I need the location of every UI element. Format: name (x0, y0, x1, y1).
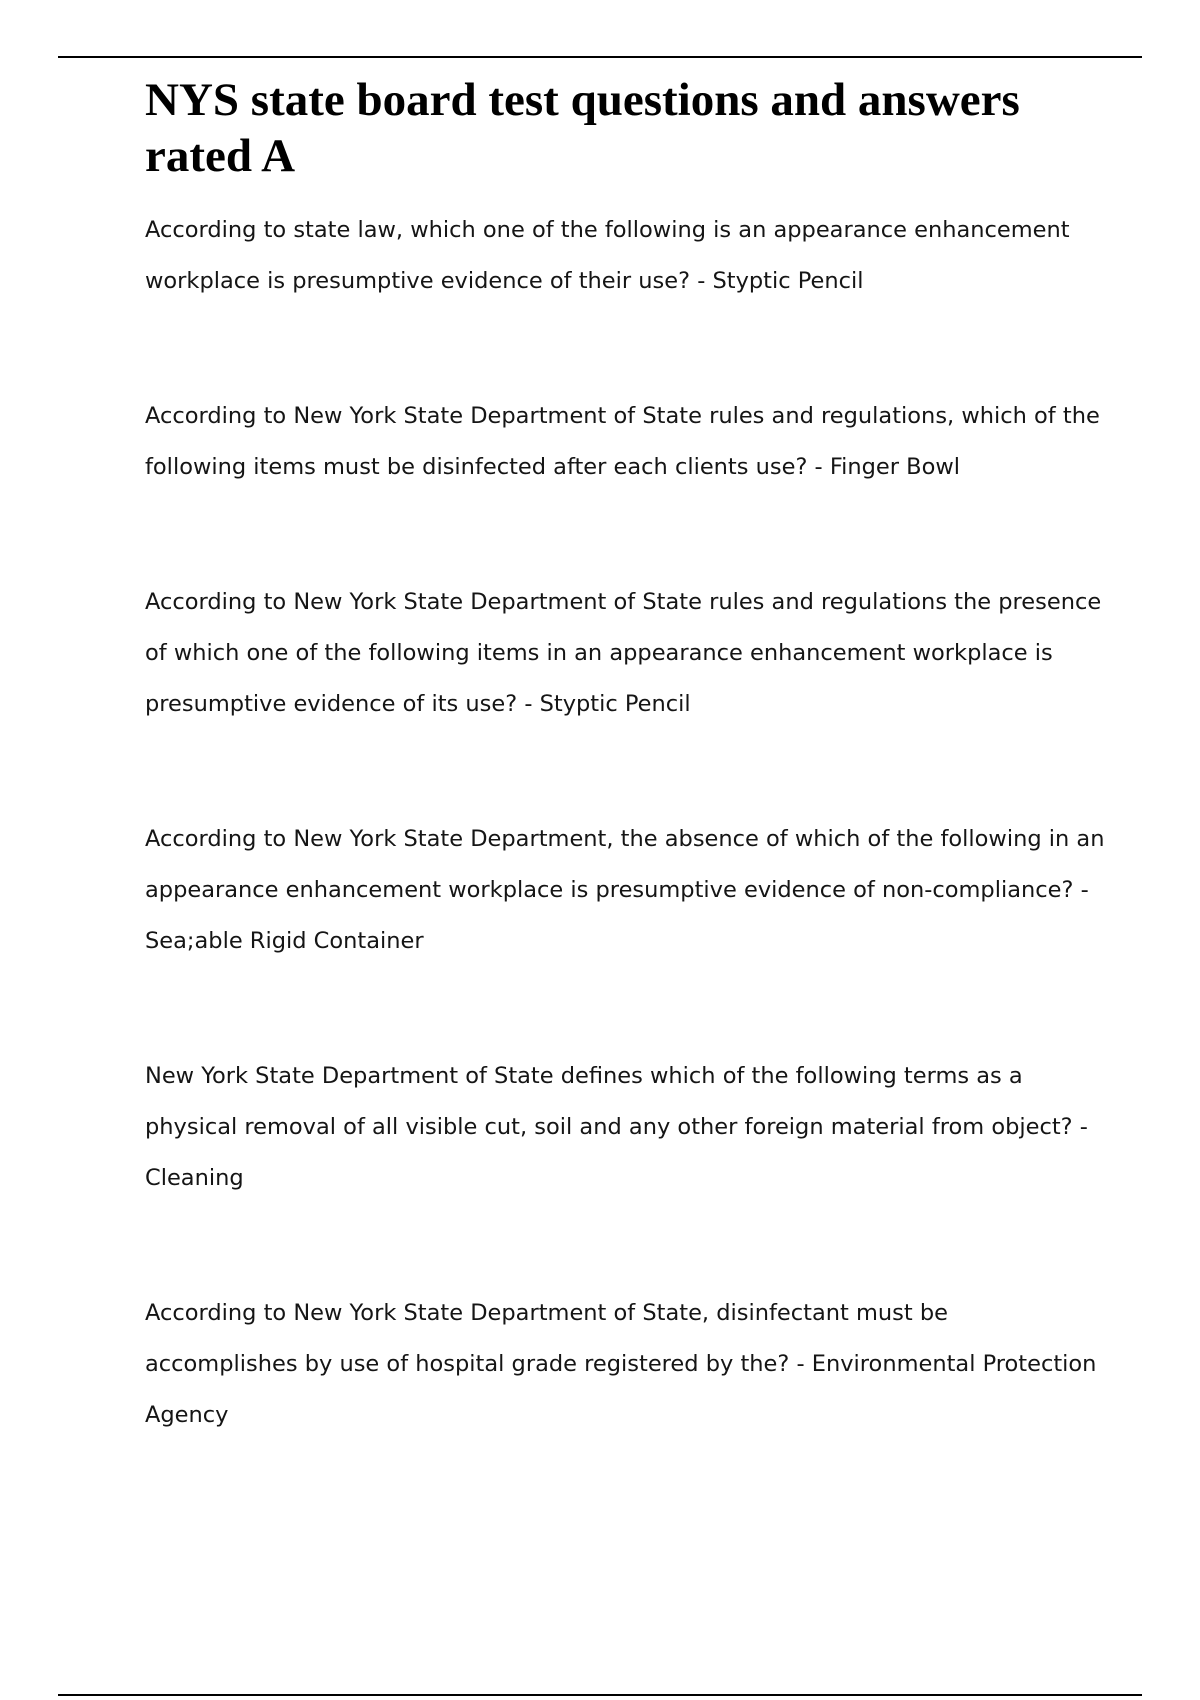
bottom-divider (58, 1694, 1142, 1696)
qa-item: According to New York State Department, the absence of which of the following in an appearance enhancement workplace is presumptive evidence of non-compliance? - Sea;able Rigid Container (145, 826, 1105, 954)
qa-item: According to New York State Department of State rules and regulations the presence of which one of the following items in an appearance enhancement workplace is presumptive evidence of its use? - Styptic Pencil (145, 589, 1102, 717)
top-divider (58, 56, 1142, 58)
qa-item: According to New York State Department of State rules and regulations, which of the following items must be disinfected after each clients use? - Finger Bowl (145, 403, 1100, 480)
qa-item: According to New York State Department of State, disinfectant must be accomplishes by use of hospital grade registered by the? - Environmental Protection Agency (145, 1300, 1097, 1428)
document-body (145, 72, 1105, 1441)
qa-item: New York State Department of State defines which of the following terms as a physical removal of all visible cut, soil and any other foreign material from object? - Cleaning (145, 1063, 1088, 1191)
qa-item: According to state law, which one of the following is an appearance enhancement workplace is presumptive evidence of their use? - Styptic Pencil (145, 217, 1070, 294)
page-title: NYS state board test questions and answers rated A (145, 74, 1020, 182)
